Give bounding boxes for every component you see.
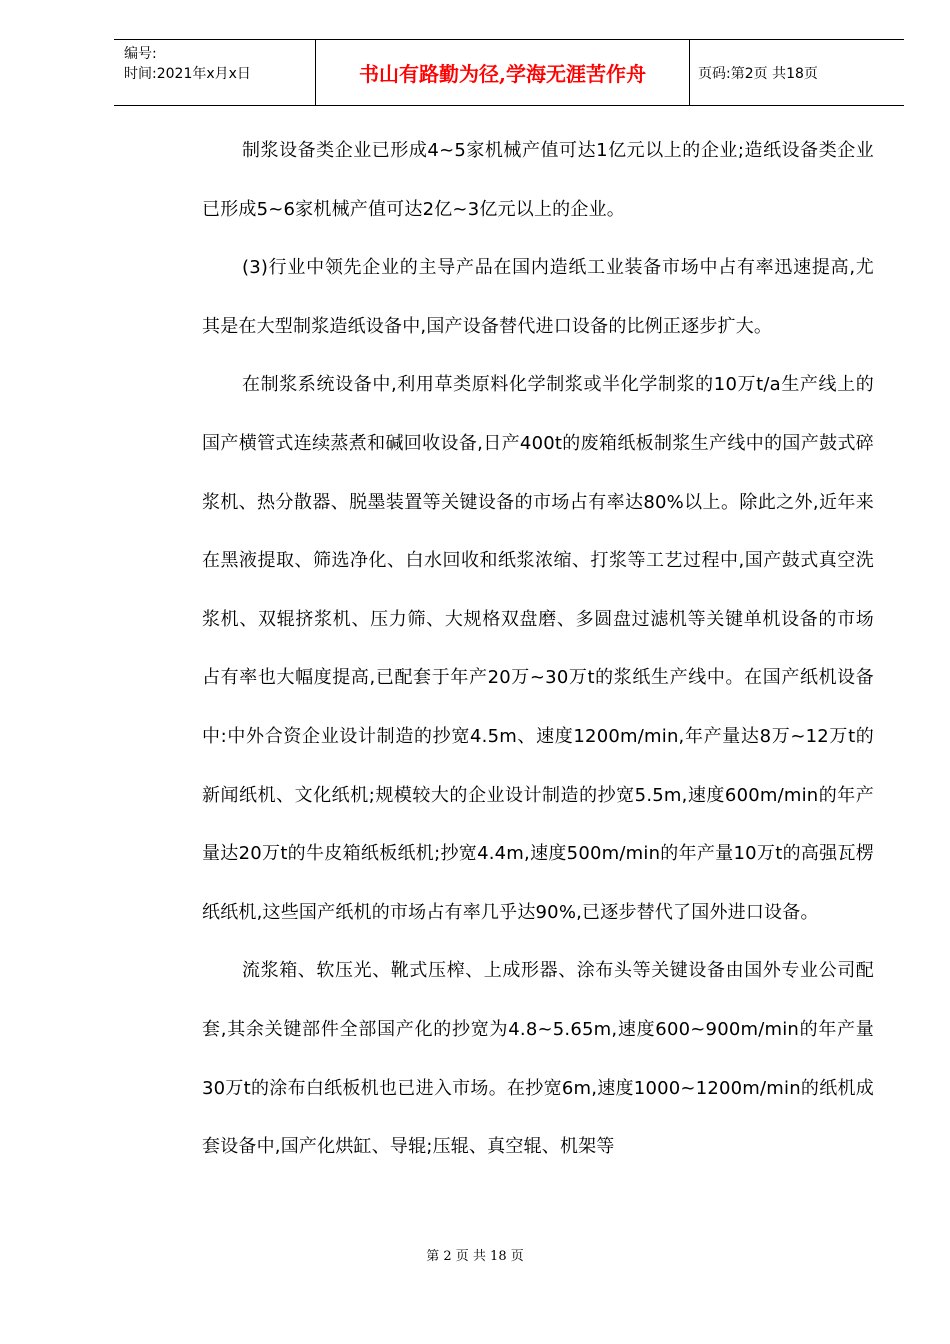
header-meta-cell (114, 40, 316, 105)
document-body (202, 122, 874, 1177)
paragraph-2: (3)行业中领先企业的主导产品在国内造纸工业装备市场中占有率迅速提高,尤其是在大型制浆造纸设备中,国产设备替代进口设备的比例正逐步扩大。 (202, 257, 874, 337)
paragraph-3: 在制浆系统设备中,利用草类原料化学制浆或半化学制浆的10万t/a生产线上的国产横管式连续蒸煮和碱回收设备,日产400t的废箱纸板制浆生产线中的国产鼓式碎浆机、热分散器、脱墨装置等关键设备的市场占有率达80%以上。除此之外,近年来在黑液提取、筛选净化、白水回收和纸浆浓缩、打浆等工艺过程中,国产鼓式真空洗浆机、双辊挤浆机、压力筛、大规格双盘磨、多圆盘过滤机等关键单机设备的市场占有率也大幅度提高,已配套于年产20万~30万t的浆纸生产线中。在国产纸机设备中:中外合资企业设计制造的抄宽4.5m、速度1200m/min,年产量达8万~12万t的新闻纸机、文化纸机;规模较大的企业设计制造的抄宽5.5m,速度600m/min的年产量达20万t的牛皮箱纸板纸机;抄宽4.4m,速度500m/min的年产量10万t的高强瓦楞纸纸机,这些国产纸机的市场占有率几乎达90%,已逐步替代了国外进口设备。 (202, 374, 874, 923)
page-header (114, 39, 904, 106)
number-label: 编号: (124, 46, 157, 62)
paragraph-4: 流浆箱、软压光、靴式压榨、上成形器、涂布头等关键设备由国外专业公司配套,其余关键部件全部国产化的抄宽为4.8~5.65m,速度600~900m/min的年产量30万t的涂布白纸板机也已进入市场。在抄宽6m,速度1000~1200m/min的纸机成套设备中,国产化烘缸、导辊;压辊、真空辊、机架等 (202, 960, 874, 1158)
paragraph-1: 制浆设备类企业已形成4~5家机械产值可达1亿元以上的企业;造纸设备类企业已形成5~6家机械产值可达2亿~3亿元以上的企业。 (202, 140, 874, 220)
header-motto: 书山有路勤为径,学海无涯苦作舟 (316, 40, 690, 105)
time-label: 时间:2021年x月x日 (124, 66, 251, 82)
header-page-info: 页码:第2页 共18页 (698, 65, 818, 82)
page-footer: 第 2 页 共 18 页 (426, 1249, 524, 1264)
